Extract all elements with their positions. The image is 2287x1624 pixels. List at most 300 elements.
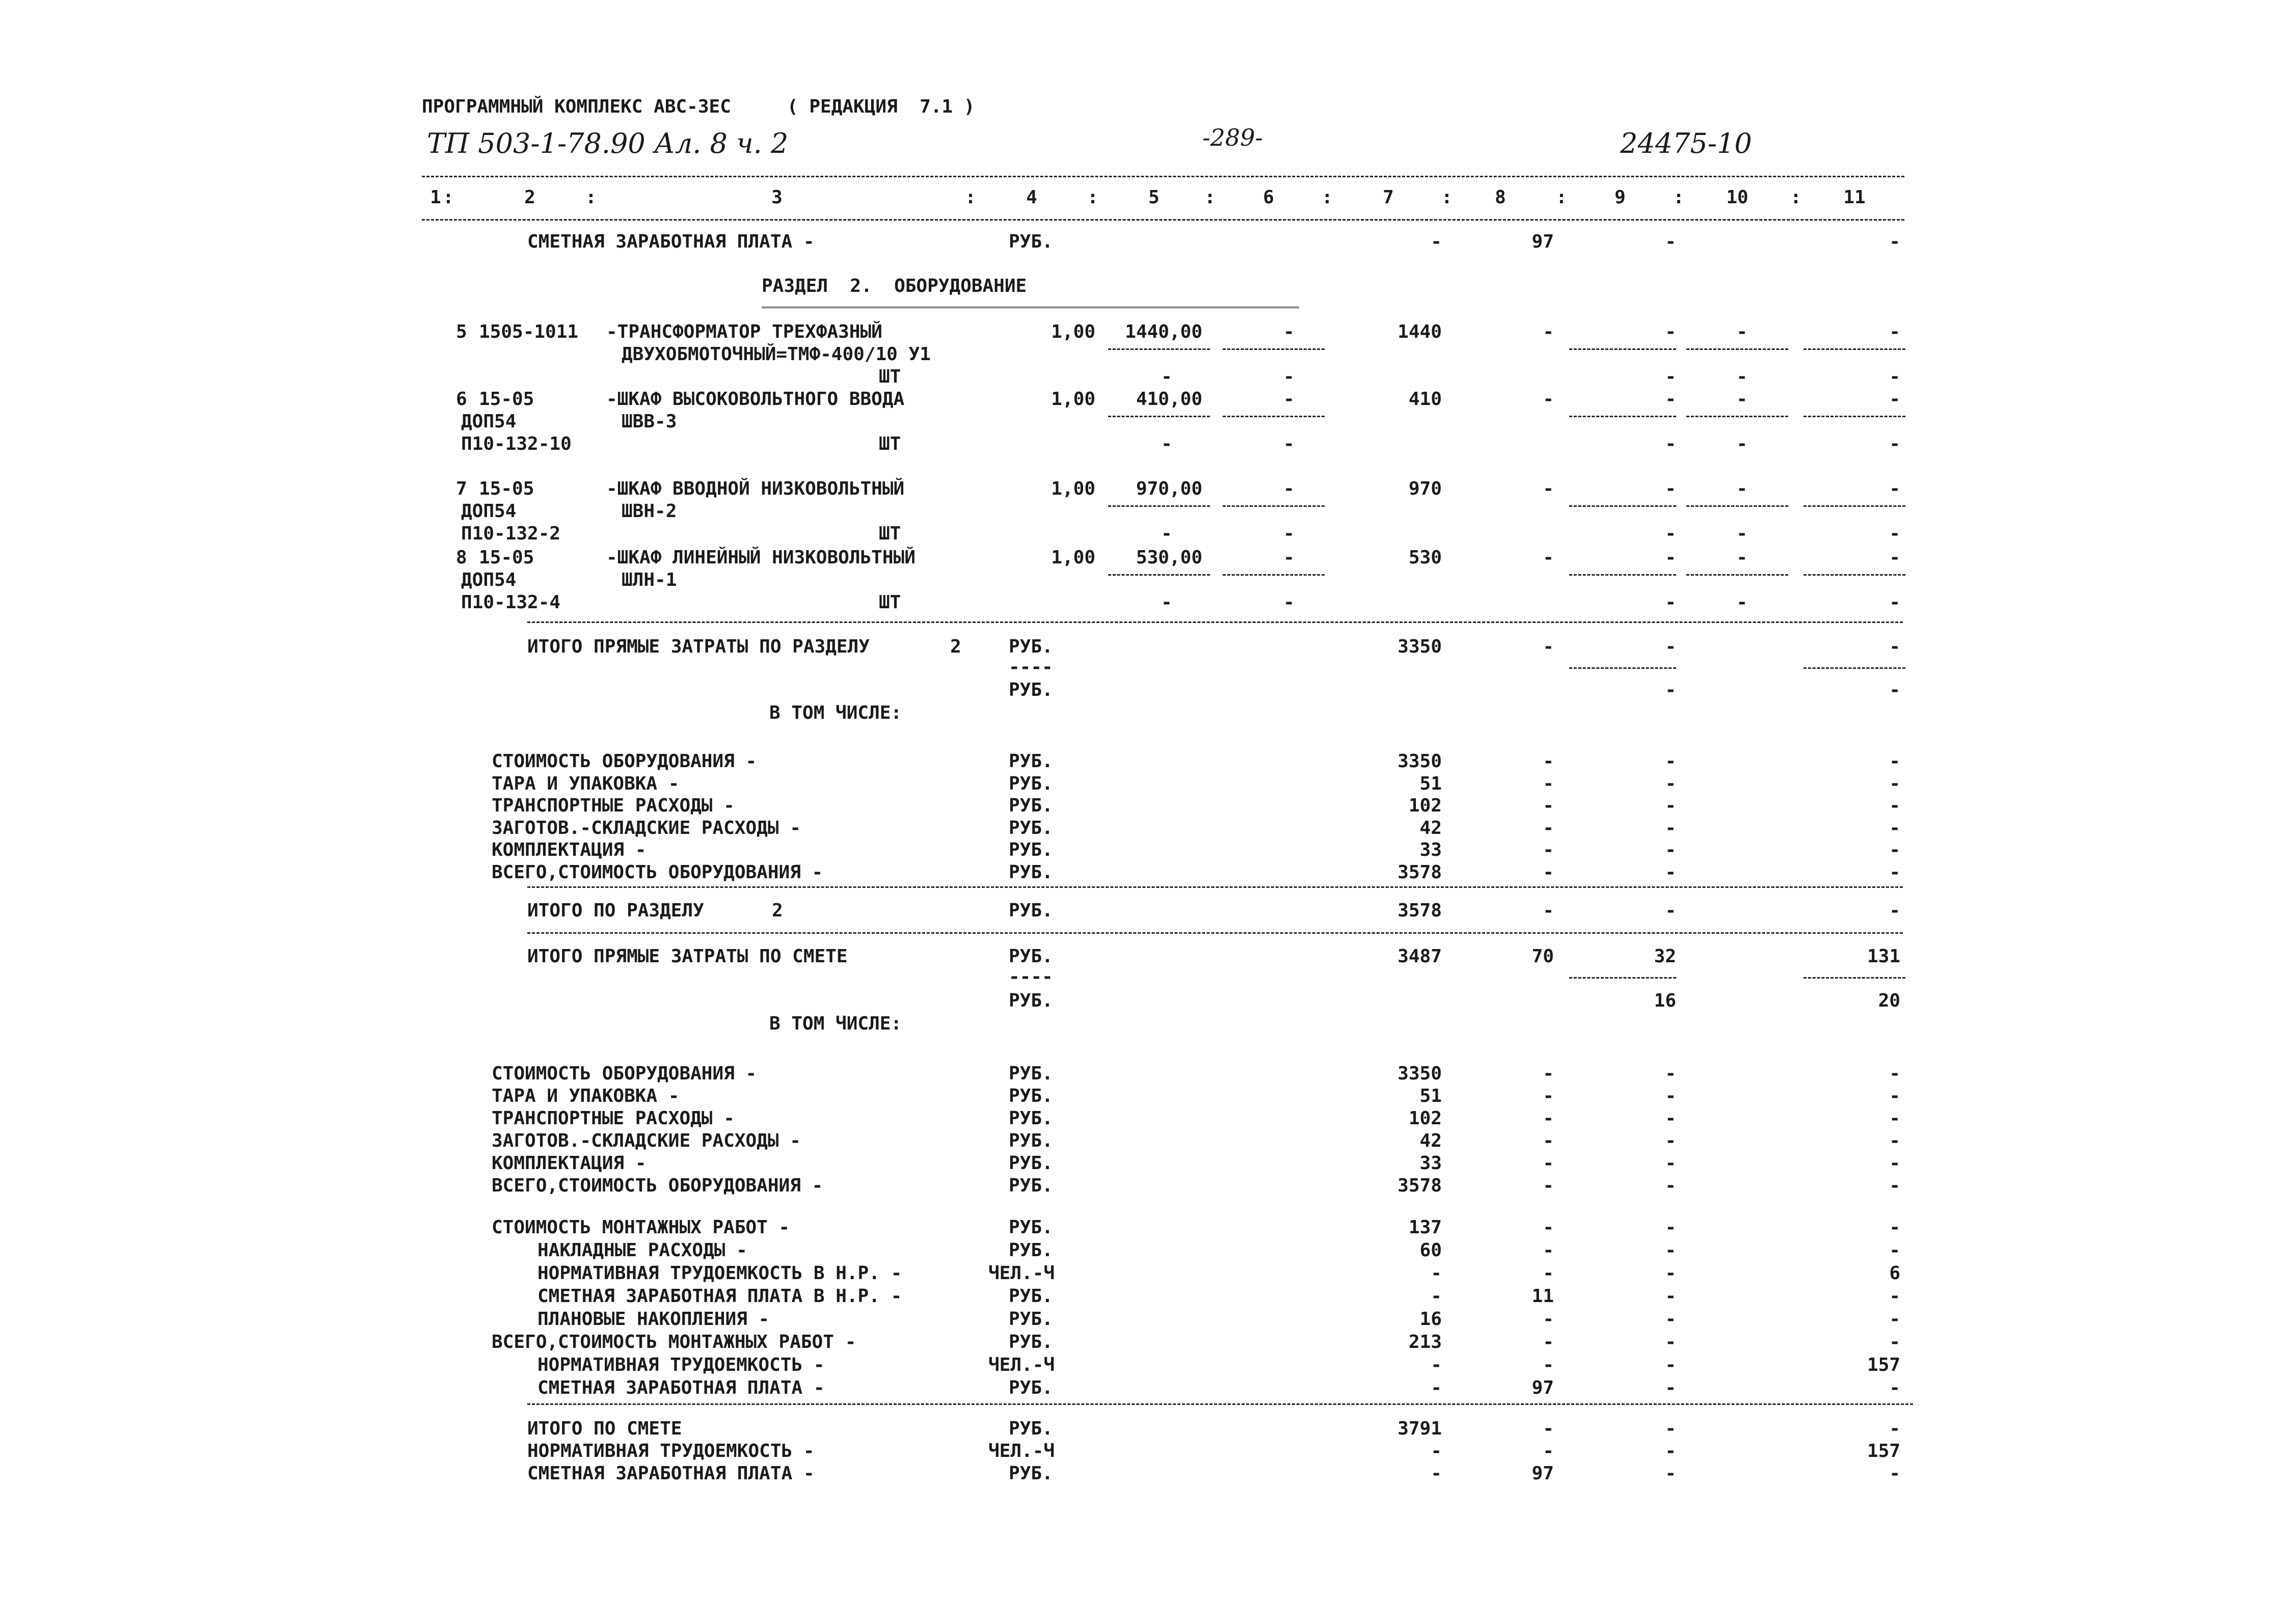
price-rule: [1108, 348, 1210, 350]
row-label: СТОИМОСТЬ ОБОРУДОВАНИЯ -: [492, 751, 757, 772]
c10-rule: [1686, 574, 1788, 576]
row-c7: 3350: [1397, 1063, 1442, 1084]
row-unit: ЧЕЛ.-Ч: [988, 1355, 1055, 1375]
row-label: ТРАНСПОРТНЫЕ РАСХОДЫ -: [492, 795, 735, 816]
row-unit: РУБ.: [1009, 1153, 1053, 1174]
row-label: СТОИМОСТЬ ОБОРУДОВАНИЯ -: [492, 1063, 757, 1084]
row-label: СМЕТНАЯ ЗАРАБОТНАЯ ПЛАТА В Н.Р. -: [537, 1286, 902, 1307]
estimate-direct-label: ИТОГО ПРЯМЫЕ ЗАТРАТЫ ПО СМЕТЕ: [527, 946, 848, 967]
item-number: 7: [456, 478, 467, 499]
c11-rule: [1804, 667, 1905, 669]
row-unit: РУБ.: [1009, 1063, 1053, 1084]
row-c9: -: [1665, 1332, 1676, 1352]
row-c9: -: [1665, 1153, 1676, 1174]
item-unit: ШТ: [879, 434, 901, 454]
including-title: В ТОМ ЧИСЛЕ:: [769, 1013, 902, 1034]
item-quantity: 1,00: [1051, 478, 1095, 499]
including-title: В ТОМ ЧИСЛЕ:: [769, 702, 902, 723]
row-c7: 51: [1419, 773, 1442, 794]
document-code: 24475-10: [1620, 127, 1752, 159]
row-c11: -: [1889, 1463, 1900, 1484]
estimate-direct-c11: 131: [1867, 946, 1900, 967]
row-c11: 157: [1867, 1355, 1900, 1375]
row-c8: 97: [1531, 1377, 1554, 1398]
edition-label: ( РЕДАКЦИЯ 7.1 ): [787, 96, 975, 117]
row-c11: -: [1889, 840, 1900, 860]
item-price: 410,00: [1136, 389, 1202, 410]
column-number-1: 1: [430, 187, 441, 208]
row-unit: РУБ.: [1009, 1309, 1053, 1330]
item-price: 1440,00: [1125, 321, 1202, 342]
row-unit: РУБ.: [1009, 1217, 1053, 1238]
row-c9: -: [1665, 795, 1676, 816]
row-c11: -: [1889, 1377, 1900, 1398]
column-number-4: 4: [1026, 187, 1037, 208]
row-c9: -: [1665, 751, 1676, 772]
section-total-unit-2: РУБ.: [1009, 680, 1053, 700]
rule: [527, 1403, 1913, 1405]
section-total-c9: -: [1665, 636, 1676, 657]
row-c7: -: [1431, 1463, 1442, 1484]
row-c8: 97: [1531, 1463, 1554, 1484]
item-description: -ШКАФ ЛИНЕЙНЫЙ НИЗКОВОЛЬТНЫЙ: [606, 547, 916, 568]
column-separator: :: [1204, 187, 1216, 208]
item-code: 15-05: [479, 389, 534, 410]
row-c9: -: [1665, 1309, 1676, 1330]
wage-c7: -: [1431, 231, 1442, 252]
row-label: СТОИМОСТЬ МОНТАЖНЫХ РАБОТ -: [492, 1217, 790, 1238]
row-c11: -: [1889, 773, 1900, 794]
item-unit: ШТ: [879, 366, 901, 387]
row-label: ЗАГОТОВ.-СКЛАДСКИЕ РАСХОДЫ -: [492, 1130, 801, 1151]
row-c9: -: [1665, 1418, 1676, 1439]
item-c10-second: -: [1736, 523, 1747, 544]
row-c11: -: [1889, 1086, 1900, 1106]
row-c11: 157: [1867, 1441, 1900, 1461]
row-c9: -: [1665, 773, 1676, 794]
row-c11: -: [1889, 751, 1900, 772]
item-c9-second: -: [1665, 434, 1676, 454]
row-c9: -: [1665, 1286, 1676, 1307]
item-number: 8: [456, 547, 467, 568]
item-c10: -: [1736, 478, 1747, 499]
row-c7: 42: [1419, 1130, 1442, 1151]
item-c9: -: [1665, 321, 1676, 342]
item-c6: -: [1283, 547, 1295, 568]
c10-rule: [1686, 416, 1788, 417]
row-c9: -: [1665, 1063, 1676, 1084]
item-unit: ШТ: [879, 523, 901, 544]
row-c11: -: [1889, 1175, 1900, 1196]
item-c9-second: -: [1665, 592, 1676, 613]
item-code: 15-05: [479, 478, 534, 499]
item-description: -ШКАФ ВЫСОКОВОЛЬТНОГО ВВОДА: [606, 389, 905, 410]
column-number-10: 10: [1726, 187, 1748, 208]
row-label: КОМПЛЕКТАЦИЯ -: [492, 840, 647, 860]
estimate-direct-c8: 70: [1531, 946, 1554, 967]
row-c9: -: [1665, 1377, 1676, 1398]
row-unit: РУБ.: [1009, 1175, 1053, 1196]
row-c7: 3578: [1397, 861, 1442, 883]
price-rule: [1108, 416, 1210, 417]
item-description: -ТРАНСФОРМАТОР ТРЕХФАЗНЫЙ: [606, 321, 882, 342]
estimate-direct-unit-rule: ----: [1009, 966, 1053, 987]
row-label: ВСЕГО,СТОИМОСТЬ ОБОРУДОВАНИЯ -: [492, 1175, 823, 1196]
column-number-5: 5: [1148, 187, 1160, 208]
row-label: ТРАНСПОРТНЫЕ РАСХОДЫ -: [492, 1108, 735, 1129]
column-number-7: 7: [1383, 187, 1394, 208]
column-separator: :: [1087, 187, 1098, 208]
column-separator: :: [1790, 187, 1801, 208]
row-label: НОРМАТИВНАЯ ТРУДОЕМКОСТЬ В Н.Р. -: [537, 1263, 902, 1284]
item-c11: -: [1889, 321, 1900, 342]
page-number: -289-: [1202, 124, 1263, 151]
item-c11: -: [1889, 547, 1900, 568]
row-c9: -: [1665, 1240, 1676, 1261]
section-total-c7: 3350: [1397, 636, 1442, 657]
item-c6-second: -: [1283, 523, 1295, 544]
item-c11-second: -: [1889, 523, 1900, 544]
item-description: ШВВ-3: [622, 411, 677, 432]
item-code: 15-05: [479, 547, 534, 568]
item-code: П10-132-10: [461, 434, 572, 454]
item-code: 1505-1011: [479, 321, 579, 342]
total-section-c7: 3578: [1397, 900, 1442, 921]
row-c11: -: [1889, 1309, 1900, 1330]
row-c11: 6: [1889, 1263, 1900, 1284]
row-c8: -: [1543, 1063, 1554, 1084]
section-total-label: ИТОГО ПРЯМЫЕ ЗАТРАТЫ ПО РАЗДЕЛУ: [527, 636, 870, 657]
row-c7: -: [1431, 1377, 1442, 1398]
row-c11: -: [1889, 795, 1900, 816]
total-section-number: 2: [772, 900, 783, 921]
total-section-label: ИТОГО ПО РАЗДЕЛУ: [527, 900, 704, 921]
row-label: ВСЕГО,СТОИМОСТЬ МОНТАЖНЫХ РАБОТ -: [492, 1332, 856, 1352]
row-c9: -: [1665, 1175, 1676, 1196]
column-number-11: 11: [1843, 187, 1866, 208]
c9-rule: [1569, 505, 1676, 507]
row-c7: 33: [1419, 1153, 1442, 1174]
row-c7: 137: [1408, 1217, 1442, 1238]
row-unit: РУБ.: [1009, 795, 1053, 816]
price-rule: [1223, 505, 1325, 507]
row-unit: РУБ.: [1009, 1332, 1053, 1352]
row-unit: РУБ.: [1009, 1463, 1053, 1484]
item-description: -ШКАФ ВВОДНОЙ НИЗКОВОЛЬТНЫЙ: [606, 478, 905, 499]
row-label: НОРМАТИВНАЯ ТРУДОЕМКОСТЬ -: [537, 1355, 825, 1375]
item-c11-second: -: [1889, 592, 1900, 613]
row-label: КОМПЛЕКТАЦИЯ -: [492, 1153, 647, 1174]
row-unit: ЧЕЛ.-Ч: [988, 1441, 1055, 1461]
section-total-unit: РУБ.: [1009, 636, 1053, 657]
column-separator: :: [965, 187, 976, 208]
item-c10: -: [1736, 547, 1747, 568]
price-rule: [1108, 505, 1210, 507]
item-c10: -: [1736, 389, 1747, 410]
item-code: П10-132-4: [461, 592, 561, 613]
row-c7: 51: [1419, 1086, 1442, 1106]
item-price: 970,00: [1136, 478, 1202, 499]
row-c7: 102: [1408, 1108, 1442, 1129]
row-c9: -: [1665, 861, 1676, 883]
item-c6-second: -: [1283, 592, 1295, 613]
row-c11: -: [1889, 1240, 1900, 1261]
header-bottom-rule: [422, 219, 1904, 221]
c9-rule: [1569, 977, 1676, 979]
estimate-direct-unit-2: РУБ.: [1009, 990, 1053, 1011]
row-c7: -: [1431, 1263, 1442, 1284]
item-quantity: 1,00: [1051, 321, 1095, 342]
column-number-8: 8: [1495, 187, 1506, 208]
price-rule: [1223, 416, 1325, 417]
row-label: СМЕТНАЯ ЗАРАБОТНАЯ ПЛАТА -: [527, 1463, 815, 1484]
column-separator: :: [585, 187, 597, 208]
row-c9: -: [1665, 1355, 1676, 1375]
row-c9: -: [1665, 1217, 1676, 1238]
rule: [527, 886, 1903, 888]
row-label: ВСЕГО,СТОИМОСТЬ ОБОРУДОВАНИЯ -: [492, 861, 823, 883]
row-c8: -: [1543, 795, 1554, 816]
row-label: ИТОГО ПО СМЕТЕ: [527, 1418, 682, 1439]
item-c9: -: [1665, 478, 1676, 499]
row-unit: РУБ.: [1009, 840, 1053, 860]
section-total-c11-2: -: [1889, 680, 1900, 700]
item-c10-second: -: [1736, 434, 1747, 454]
item-number: 6: [456, 389, 467, 410]
row-c8: -: [1543, 1240, 1554, 1261]
price-rule: [1223, 348, 1325, 350]
column-separator: :: [1441, 187, 1452, 208]
item-number: 5: [456, 321, 467, 342]
c11-rule: [1804, 348, 1905, 350]
row-c9: -: [1665, 1263, 1676, 1284]
item-c11-second: -: [1889, 434, 1900, 454]
rule: [527, 932, 1903, 934]
row-unit: РУБ.: [1009, 817, 1053, 838]
estimate-direct-c7: 3487: [1397, 946, 1442, 967]
item-c8: -: [1543, 547, 1554, 568]
row-c8: -: [1543, 817, 1554, 838]
row-c7: 213: [1408, 1332, 1442, 1352]
total-section-unit: РУБ.: [1009, 900, 1053, 921]
wage-label: СМЕТНАЯ ЗАРАБОТНАЯ ПЛАТА -: [527, 231, 815, 252]
section-total-unit-rule: ----: [1009, 657, 1053, 678]
estimate-direct-unit: РУБ.: [1009, 946, 1053, 967]
row-c11: -: [1889, 861, 1900, 883]
column-number-9: 9: [1615, 187, 1626, 208]
row-c11: -: [1889, 1286, 1900, 1307]
item-c6: -: [1283, 389, 1295, 410]
column-number-6: 6: [1263, 187, 1274, 208]
row-c9: -: [1665, 1086, 1676, 1106]
row-label: НАКЛАДНЫЕ РАСХОДЫ -: [537, 1240, 747, 1261]
c9-rule: [1569, 574, 1676, 576]
row-c9: -: [1665, 817, 1676, 838]
c10-rule: [1686, 348, 1788, 350]
row-c11: -: [1889, 1332, 1900, 1352]
row-c8: -: [1543, 1309, 1554, 1330]
wage-c9: -: [1665, 231, 1676, 252]
c9-rule: [1569, 348, 1676, 350]
row-unit: РУБ.: [1009, 1240, 1053, 1261]
row-c8: -: [1543, 1175, 1554, 1196]
row-c7: -: [1431, 1286, 1442, 1307]
item-c5-second: -: [1161, 434, 1172, 454]
item-c9-second: -: [1665, 523, 1676, 544]
section-total-number: 2: [950, 636, 961, 657]
total-section-c9: -: [1665, 900, 1676, 921]
item-c10-second: -: [1736, 592, 1747, 613]
item-c11: -: [1889, 478, 1900, 499]
row-c7: 60: [1419, 1240, 1442, 1261]
row-c9: -: [1665, 1130, 1676, 1151]
item-c6-second: -: [1283, 366, 1295, 387]
section-total-c9-2: -: [1665, 680, 1676, 700]
row-c11: -: [1889, 1418, 1900, 1439]
c9-rule: [1569, 416, 1676, 417]
column-separator: :: [1673, 187, 1684, 208]
item-c10: -: [1736, 321, 1747, 342]
row-c7: 3791: [1397, 1418, 1442, 1439]
item-c9-second: -: [1665, 366, 1676, 387]
row-c11: -: [1889, 1217, 1900, 1238]
row-c8: -: [1543, 773, 1554, 794]
c11-rule: [1804, 505, 1905, 507]
row-c9: -: [1665, 840, 1676, 860]
item-c7: 530: [1408, 547, 1442, 568]
row-c7: -: [1431, 1355, 1442, 1375]
c11-rule: [1804, 977, 1905, 979]
items-bottom-rule: [527, 621, 1903, 623]
c10-rule: [1686, 505, 1788, 507]
item-code: П10-132-2: [461, 523, 561, 544]
section-underline: [762, 307, 1299, 308]
item-c9: -: [1665, 389, 1676, 410]
row-c8: -: [1543, 1217, 1554, 1238]
row-unit: ЧЕЛ.-Ч: [988, 1263, 1055, 1284]
row-c8: -: [1543, 1086, 1554, 1106]
item-c5-second: -: [1161, 523, 1172, 544]
column-number-2: 2: [524, 187, 535, 208]
row-label: НОРМАТИВНАЯ ТРУДОЕМКОСТЬ -: [527, 1441, 815, 1461]
column-number-3: 3: [771, 187, 783, 208]
row-c8: -: [1543, 1263, 1554, 1284]
row-c7: 42: [1419, 817, 1442, 838]
row-c8: -: [1543, 751, 1554, 772]
row-c8: -: [1543, 1153, 1554, 1174]
row-c9: -: [1665, 1463, 1676, 1484]
item-code: ДОП54: [461, 570, 517, 590]
item-description: ШЛН-1: [622, 570, 677, 590]
item-c8: -: [1543, 321, 1554, 342]
row-unit: РУБ.: [1009, 1418, 1053, 1439]
total-section-c8: -: [1543, 900, 1554, 921]
item-c11-second: -: [1889, 366, 1900, 387]
column-separator: :: [1556, 187, 1567, 208]
item-price: 530,00: [1136, 547, 1202, 568]
item-code: ДОП54: [461, 411, 517, 432]
estimate-direct-c9: 32: [1654, 946, 1676, 967]
row-unit: РУБ.: [1009, 751, 1053, 772]
c11-rule: [1804, 416, 1905, 417]
row-unit: РУБ.: [1009, 773, 1053, 794]
row-c8: -: [1543, 1130, 1554, 1151]
estimate-direct-c11-2: 20: [1878, 990, 1900, 1011]
item-c6: -: [1283, 321, 1295, 342]
row-c11: -: [1889, 1130, 1900, 1151]
row-c7: 3578: [1397, 1175, 1442, 1196]
item-c11: -: [1889, 389, 1900, 410]
row-label: ТАРА И УПАКОВКА -: [492, 1086, 680, 1106]
item-c10-second: -: [1736, 366, 1747, 387]
header-top-rule: [422, 176, 1904, 177]
row-c11: -: [1889, 817, 1900, 838]
wage-unit: РУБ.: [1009, 231, 1053, 252]
project-number: ТП 503-1-78.90 Ал. 8 ч. 2: [427, 127, 789, 159]
item-code: ДОП54: [461, 501, 517, 522]
row-c11: -: [1889, 1153, 1900, 1174]
item-c5-second: -: [1161, 592, 1172, 613]
item-description: ДВУХОБМОТОЧНЫЙ=ТМФ-400/10 У1: [622, 344, 931, 365]
row-unit: РУБ.: [1009, 1286, 1053, 1307]
row-c11: -: [1889, 1108, 1900, 1129]
row-c7: -: [1431, 1441, 1442, 1461]
c9-rule: [1569, 667, 1676, 669]
row-label: ТАРА И УПАКОВКА -: [492, 773, 680, 794]
item-c8: -: [1543, 478, 1554, 499]
estimate-direct-c9-2: 16: [1654, 990, 1676, 1011]
row-c8: 11: [1531, 1286, 1554, 1307]
row-c9: -: [1665, 1441, 1676, 1461]
section-total-c8: -: [1543, 636, 1554, 657]
row-c8: -: [1543, 1355, 1554, 1375]
total-section-c11: -: [1889, 900, 1900, 921]
item-quantity: 1,00: [1051, 547, 1095, 568]
item-c8: -: [1543, 389, 1554, 410]
row-unit: РУБ.: [1009, 1130, 1053, 1151]
row-c7: 33: [1419, 840, 1442, 860]
row-label: ПЛАНОВЫЕ НАКОПЛЕНИЯ -: [537, 1309, 770, 1330]
item-c6-second: -: [1283, 434, 1295, 454]
row-c7: 3350: [1397, 751, 1442, 772]
column-separator: :: [443, 187, 454, 208]
c11-rule: [1804, 574, 1905, 576]
item-c7: 1440: [1397, 321, 1442, 342]
wage-c8: 97: [1531, 231, 1554, 252]
row-c9: -: [1665, 1108, 1676, 1129]
price-rule: [1108, 574, 1210, 576]
item-c7: 970: [1408, 478, 1442, 499]
item-description: ШВН-2: [622, 501, 677, 522]
row-unit: РУБ.: [1009, 1108, 1053, 1129]
program-title: ПРОГРАММНЫЙ КОМПЛЕКС АВС-3ЕС: [422, 96, 731, 117]
item-c7: 410: [1408, 389, 1442, 410]
section-title: РАЗДЕЛ 2. ОБОРУДОВАНИЕ: [762, 276, 1027, 296]
row-c8: -: [1543, 1108, 1554, 1129]
row-c8: -: [1543, 1418, 1554, 1439]
item-c5-second: -: [1161, 366, 1172, 387]
row-c8: -: [1543, 840, 1554, 860]
row-c8: -: [1543, 1332, 1554, 1352]
row-c7: 16: [1419, 1309, 1442, 1330]
item-unit: ШТ: [879, 592, 901, 613]
row-c7: 102: [1408, 795, 1442, 816]
wage-c11: -: [1889, 231, 1900, 252]
row-c8: -: [1543, 1441, 1554, 1461]
row-label: ЗАГОТОВ.-СКЛАДСКИЕ РАСХОДЫ -: [492, 817, 801, 838]
column-separator: :: [1322, 187, 1333, 208]
row-c8: -: [1543, 861, 1554, 883]
